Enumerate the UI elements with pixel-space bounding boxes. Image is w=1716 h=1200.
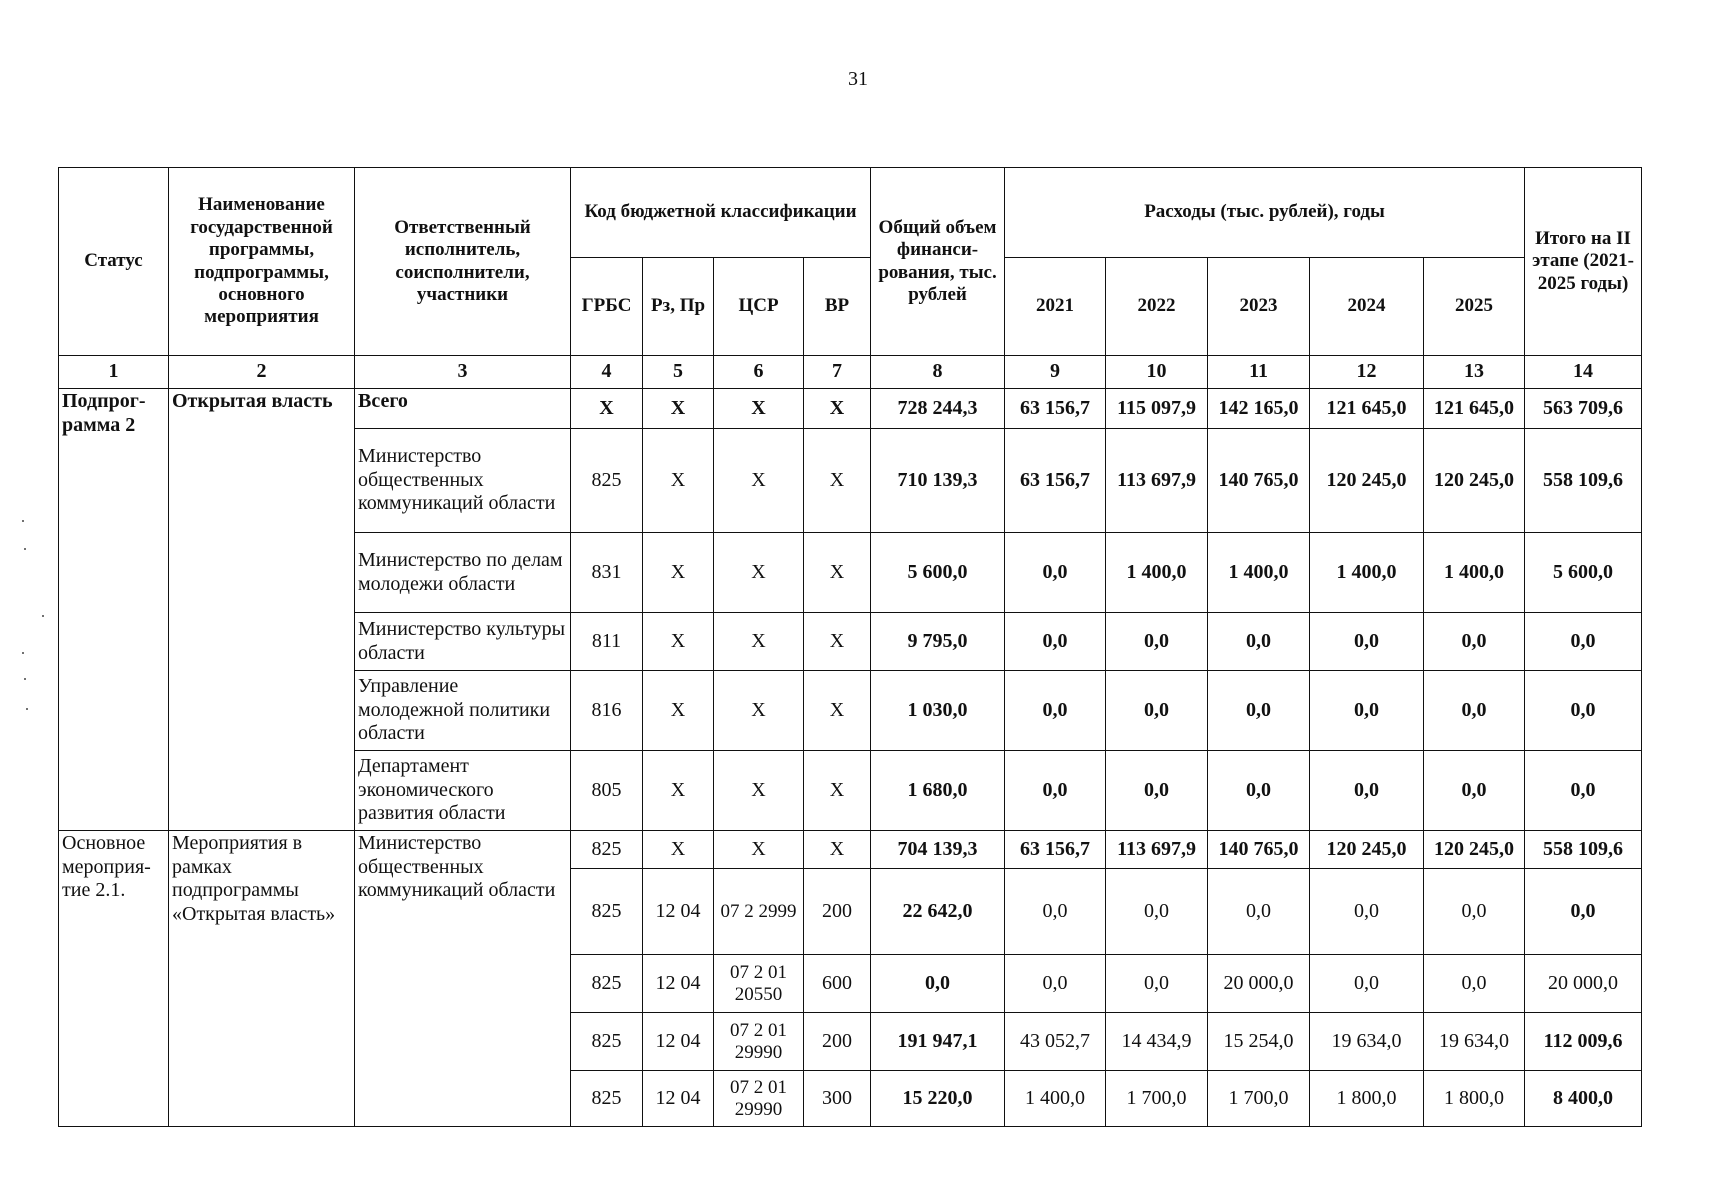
grbs-cell: 825 xyxy=(571,831,643,869)
year-2024-cell: 1 400,0 xyxy=(1310,533,1424,613)
vr-cell: Х xyxy=(804,751,871,831)
year-2025-cell: 0,0 xyxy=(1424,955,1525,1013)
executor-cell: Управление молодежной политики области xyxy=(355,671,571,751)
column-number: 2 xyxy=(169,356,355,389)
stage-total-cell: 20 000,0 xyxy=(1525,955,1642,1013)
activity-status: Основное мероприя-тие 2.1. xyxy=(59,831,169,1127)
year-2022-cell: 1 700,0 xyxy=(1106,1071,1208,1127)
csr-cell: Х xyxy=(714,533,804,613)
year-2022-cell: 0,0 xyxy=(1106,869,1208,955)
header-csr: ЦСР xyxy=(714,258,804,356)
year-2025-cell: 19 634,0 xyxy=(1424,1013,1525,1071)
vr-cell: 200 xyxy=(804,869,871,955)
vr-cell: 300 xyxy=(804,1071,871,1127)
year-2021-cell: 0,0 xyxy=(1005,533,1106,613)
year-2021-cell: 0,0 xyxy=(1005,751,1106,831)
header-rz-pr: Рз, Пр xyxy=(643,258,714,356)
year-2024-cell: 19 634,0 xyxy=(1310,1013,1424,1071)
rzpr-cell: Х xyxy=(643,613,714,671)
header-year-2022: 2022 xyxy=(1106,258,1208,356)
grbs-cell: 831 xyxy=(571,533,643,613)
grbs-cell: 825 xyxy=(571,869,643,955)
rzpr-cell: Х xyxy=(643,671,714,751)
grbs-cell: 816 xyxy=(571,671,643,751)
grbs-cell: 825 xyxy=(571,955,643,1013)
year-2024-cell: 121 645,0 xyxy=(1310,389,1424,429)
year-2024-cell: 0,0 xyxy=(1310,751,1424,831)
total-cell: 22 642,0 xyxy=(871,869,1005,955)
column-number: 9 xyxy=(1005,356,1106,389)
executor-cell: Министерство культуры области xyxy=(355,613,571,671)
executor-cell: Департамент экономического развития области xyxy=(355,751,571,831)
header-year-2021: 2021 xyxy=(1005,258,1106,356)
header-year-2025: 2025 xyxy=(1424,258,1525,356)
vr-cell: 600 xyxy=(804,955,871,1013)
column-number: 11 xyxy=(1208,356,1310,389)
year-2022-cell: 14 434,9 xyxy=(1106,1013,1208,1071)
year-2023-cell: 142 165,0 xyxy=(1208,389,1310,429)
year-2022-cell: 1 400,0 xyxy=(1106,533,1208,613)
column-number: 4 xyxy=(571,356,643,389)
header-executor: Ответственный исполнитель, соисполнители, участники xyxy=(355,168,571,356)
grbs-cell: 805 xyxy=(571,751,643,831)
header-total-volume: Общий объем финанси-рования, тыс. рублей xyxy=(871,168,1005,356)
csr-cell: 07 2 01 20550 xyxy=(714,955,804,1013)
year-2023-cell: 140 765,0 xyxy=(1208,831,1310,869)
total-cell: 1 030,0 xyxy=(871,671,1005,751)
column-number: 13 xyxy=(1424,356,1525,389)
rzpr-cell: 12 04 xyxy=(643,869,714,955)
grbs-cell: 825 xyxy=(571,429,643,533)
scan-speck xyxy=(22,652,24,654)
column-number-row xyxy=(59,356,1642,389)
budget-table xyxy=(58,167,1642,1127)
header-year-2023: 2023 xyxy=(1208,258,1310,356)
column-number: 7 xyxy=(804,356,871,389)
column-number: 3 xyxy=(355,356,571,389)
header-status: Статус xyxy=(59,168,169,356)
year-2025-cell: 0,0 xyxy=(1424,751,1525,831)
year-2025-cell: 1 800,0 xyxy=(1424,1071,1525,1127)
year-2024-cell: 120 245,0 xyxy=(1310,429,1424,533)
subprogram-status: Подпрог-рамма 2 xyxy=(59,389,169,831)
year-2024-cell: 120 245,0 xyxy=(1310,831,1424,869)
vr-cell: Х xyxy=(804,613,871,671)
vr-cell: Х xyxy=(804,831,871,869)
year-2024-cell: 0,0 xyxy=(1310,613,1424,671)
year-2025-cell: 0,0 xyxy=(1424,869,1525,955)
activity-executor: Министерство общественных коммуникаций области xyxy=(355,831,571,1127)
year-2023-cell: 0,0 xyxy=(1208,613,1310,671)
executor-cell: Всего xyxy=(355,389,571,429)
column-number: 14 xyxy=(1525,356,1642,389)
column-number: 1 xyxy=(59,356,169,389)
grbs-cell: 825 xyxy=(571,1071,643,1127)
csr-cell: Х xyxy=(714,429,804,533)
stage-total-cell: 0,0 xyxy=(1525,671,1642,751)
total-cell: 704 139,3 xyxy=(871,831,1005,869)
year-2023-cell: 1 400,0 xyxy=(1208,533,1310,613)
total-cell: 0,0 xyxy=(871,955,1005,1013)
executor-cell: Министерство общественных коммуникаций области xyxy=(355,429,571,533)
year-2021-cell: 1 400,0 xyxy=(1005,1071,1106,1127)
rzpr-cell: Х xyxy=(643,831,714,869)
year-2022-cell: 113 697,9 xyxy=(1106,429,1208,533)
year-2023-cell: 1 700,0 xyxy=(1208,1071,1310,1127)
table-row xyxy=(59,831,1642,869)
year-2023-cell: 15 254,0 xyxy=(1208,1013,1310,1071)
year-2023-cell: 0,0 xyxy=(1208,869,1310,955)
year-2022-cell: 0,0 xyxy=(1106,751,1208,831)
scan-speck xyxy=(24,548,26,550)
year-2021-cell: 0,0 xyxy=(1005,613,1106,671)
header-budget-code: Код бюджетной классификации xyxy=(571,168,871,258)
vr-cell: Х xyxy=(804,389,871,429)
page-number: 31 xyxy=(848,68,868,90)
year-2025-cell: 120 245,0 xyxy=(1424,831,1525,869)
scan-speck xyxy=(24,678,26,680)
stage-total-cell: 558 109,6 xyxy=(1525,429,1642,533)
stage-total-cell: 0,0 xyxy=(1525,613,1642,671)
header-vr: ВР xyxy=(804,258,871,356)
rzpr-cell: Х xyxy=(643,533,714,613)
csr-cell: 07 2 01 29990 xyxy=(714,1013,804,1071)
activity-name: Мероприятия в рамках подпрограммы «Открытая власть» xyxy=(169,831,355,1127)
stage-total-cell: 0,0 xyxy=(1525,869,1642,955)
csr-cell: Х xyxy=(714,831,804,869)
year-2025-cell: 120 245,0 xyxy=(1424,429,1525,533)
year-2021-cell: 0,0 xyxy=(1005,671,1106,751)
year-2022-cell: 0,0 xyxy=(1106,613,1208,671)
rzpr-cell: Х xyxy=(643,429,714,533)
year-2025-cell: 121 645,0 xyxy=(1424,389,1525,429)
column-number: 12 xyxy=(1310,356,1424,389)
year-2021-cell: 43 052,7 xyxy=(1005,1013,1106,1071)
year-2023-cell: 0,0 xyxy=(1208,671,1310,751)
year-2023-cell: 140 765,0 xyxy=(1208,429,1310,533)
year-2024-cell: 1 800,0 xyxy=(1310,1071,1424,1127)
header-stage-total: Итого на II этапе (2021-2025 годы) xyxy=(1525,168,1642,356)
subprogram-name: Открытая власть xyxy=(169,389,355,831)
header-grbs: ГРБС xyxy=(571,258,643,356)
total-cell: 5 600,0 xyxy=(871,533,1005,613)
column-number: 6 xyxy=(714,356,804,389)
year-2021-cell: 0,0 xyxy=(1005,955,1106,1013)
stage-total-cell: 558 109,6 xyxy=(1525,831,1642,869)
stage-total-cell: 112 009,6 xyxy=(1525,1013,1642,1071)
total-cell: 9 795,0 xyxy=(871,613,1005,671)
grbs-cell: 825 xyxy=(571,1013,643,1071)
scan-speck xyxy=(22,520,24,522)
total-cell: 191 947,1 xyxy=(871,1013,1005,1071)
year-2022-cell: 115 097,9 xyxy=(1106,389,1208,429)
csr-cell: Х xyxy=(714,751,804,831)
year-2021-cell: 0,0 xyxy=(1005,869,1106,955)
year-2024-cell: 0,0 xyxy=(1310,671,1424,751)
year-2025-cell: 0,0 xyxy=(1424,613,1525,671)
grbs-cell: Х xyxy=(571,389,643,429)
year-2021-cell: 63 156,7 xyxy=(1005,831,1106,869)
year-2023-cell: 0,0 xyxy=(1208,751,1310,831)
csr-cell: Х xyxy=(714,389,804,429)
vr-cell: Х xyxy=(804,429,871,533)
rzpr-cell: Х xyxy=(643,751,714,831)
column-number: 10 xyxy=(1106,356,1208,389)
table-row xyxy=(59,389,1642,429)
rzpr-cell: 12 04 xyxy=(643,955,714,1013)
csr-cell: Х xyxy=(714,671,804,751)
vr-cell: Х xyxy=(804,533,871,613)
header-program-name: Наименование государственной программы, подпрограммы, основного мероприятия xyxy=(169,168,355,356)
total-cell: 15 220,0 xyxy=(871,1071,1005,1127)
csr-cell: Х xyxy=(714,613,804,671)
stage-total-cell: 563 709,6 xyxy=(1525,389,1642,429)
total-cell: 1 680,0 xyxy=(871,751,1005,831)
total-cell: 728 244,3 xyxy=(871,389,1005,429)
rzpr-cell: 12 04 xyxy=(643,1013,714,1071)
csr-cell: 07 2 01 29990 xyxy=(714,1071,804,1127)
year-2024-cell: 0,0 xyxy=(1310,955,1424,1013)
year-2021-cell: 63 156,7 xyxy=(1005,429,1106,533)
executor-cell: Министерство по делам молодежи области xyxy=(355,533,571,613)
column-number: 8 xyxy=(871,356,1005,389)
scan-speck xyxy=(26,708,28,710)
grbs-cell: 811 xyxy=(571,613,643,671)
vr-cell: Х xyxy=(804,671,871,751)
year-2023-cell: 20 000,0 xyxy=(1208,955,1310,1013)
stage-total-cell: 8 400,0 xyxy=(1525,1071,1642,1127)
stage-total-cell: 5 600,0 xyxy=(1525,533,1642,613)
stage-total-cell: 0,0 xyxy=(1525,751,1642,831)
year-2021-cell: 63 156,7 xyxy=(1005,389,1106,429)
year-2022-cell: 113 697,9 xyxy=(1106,831,1208,869)
year-2025-cell: 1 400,0 xyxy=(1424,533,1525,613)
total-cell: 710 139,3 xyxy=(871,429,1005,533)
header-expenses: Расходы (тыс. рублей), годы xyxy=(1005,168,1525,258)
year-2024-cell: 0,0 xyxy=(1310,869,1424,955)
rzpr-cell: Х xyxy=(643,389,714,429)
column-number: 5 xyxy=(643,356,714,389)
vr-cell: 200 xyxy=(804,1013,871,1071)
csr-cell: 07 2 2999 xyxy=(714,869,804,955)
year-2022-cell: 0,0 xyxy=(1106,955,1208,1013)
year-2022-cell: 0,0 xyxy=(1106,671,1208,751)
header-year-2024: 2024 xyxy=(1310,258,1424,356)
year-2025-cell: 0,0 xyxy=(1424,671,1525,751)
scan-speck xyxy=(42,615,44,617)
rzpr-cell: 12 04 xyxy=(643,1071,714,1127)
